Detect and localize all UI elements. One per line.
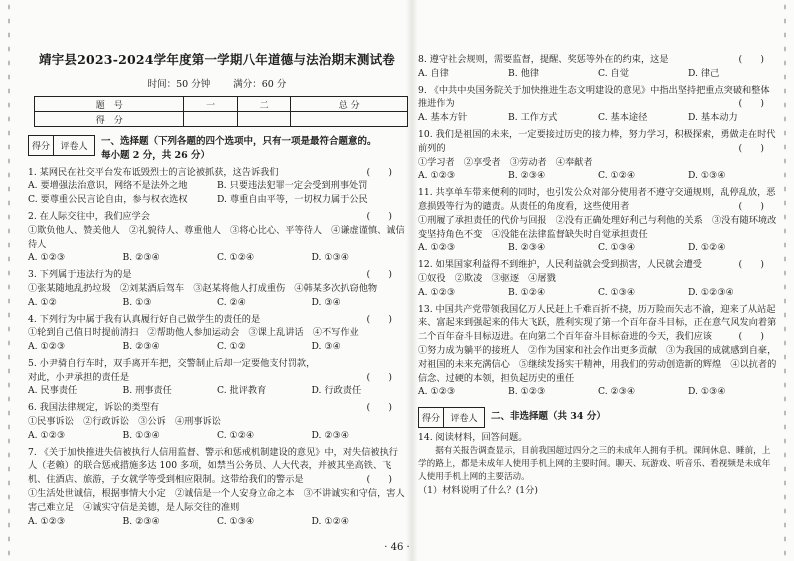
grader-score-label: 得分: [29, 136, 54, 155]
reading-material: 据有关报告调查显示，目前我国超过四分之三的未成年人拥有手机。课间休息、睡前，上学的路上，都是未成年人使用手机上网的主要时间。聊天、玩游戏、听音乐、看视频是未成年人使用手机上网的主要活动。: [418, 445, 771, 482]
option-list: [28, 251, 406, 265]
option-list: [28, 515, 406, 529]
option-item: D. 尊重自由平等，一切权力属于公民: [217, 194, 368, 206]
option-item: D. ②③④: [311, 429, 350, 441]
option-item: A. ①②③: [28, 341, 66, 353]
answer-blank: ( ): [738, 259, 764, 271]
option-item: B. ②③④: [122, 515, 160, 527]
answer-blank: ( ): [738, 54, 764, 65]
page-fold: [406, 0, 418, 561]
option-item: A. ①②: [28, 296, 57, 308]
question-item: [28, 210, 406, 265]
question-stem: 11. 共享单车带来便利的同时，也引发公众对部分使用者不遵守交通规则，乱停乱放，恶意损毁等行为的谴责。从责任的角度看，这些使用者 ( ): [418, 187, 776, 212]
option-item: B. 他律: [508, 67, 539, 79]
question-stem: 9. 《中共中央国务院关于加快推进生态文明建设的意见》中指出坚持把重点突破和整体推进作为 ( ): [418, 84, 770, 110]
exam-time: 时间：50 分钟: [147, 79, 211, 90]
question-statements: ①轮到自己值日时提前清扫 ②帮助他人参加运动会 ③课上乱讲话 ④不写作业: [28, 327, 359, 339]
option-item: C. 批评教育: [217, 385, 267, 397]
question-stem: 12. 如果国家利益得不到维护，人民利益就会受到损害，人民就会遭受 ( ): [418, 259, 764, 271]
section1-title: 一、选择题（下列各题的四个选项中，只有一项是最符合题意的。 每小题 2 分，共 26 分）: [101, 136, 377, 161]
question-stem: 3. 下列属于违法行为的是 ( ): [28, 269, 392, 281]
question-statements: ①学习者 ②享受者 ③劳动者 ④奉献者: [418, 156, 593, 168]
answer-blank: ( ): [738, 142, 764, 154]
question-item: [418, 303, 778, 400]
option-item: C. ①②④: [598, 170, 636, 182]
option-item: C. ①③④: [598, 242, 636, 254]
grader-score-label: 得分: [419, 408, 444, 427]
option-item: B. ①③: [122, 296, 152, 308]
question-stem: 1. 某网民在社交平台发布诋毁烈士的言论被抓获，这告诉我们 ( ): [28, 166, 392, 178]
option-item: D. 行政责任: [311, 385, 362, 397]
option-item: D. ①③④: [311, 252, 350, 264]
option-item: D. 律己: [688, 67, 720, 79]
option-list: [418, 111, 778, 125]
option-item: A. ①②③: [28, 252, 66, 264]
option-item: B. ②③④: [122, 341, 160, 353]
option-item: B. ②③④: [508, 242, 546, 254]
answer-blank: ( ): [738, 200, 764, 212]
binding-dots-left: [6, 0, 12, 561]
score-cell: 题 号: [35, 97, 184, 112]
score-table-header-row: [35, 97, 408, 112]
option-item: C. 自觉: [598, 67, 629, 79]
option-item: D. ①②③④: [688, 286, 734, 298]
question-statements: 对此，小尹承担的责任是 ( ): [28, 371, 392, 383]
answer-blank: ( ): [366, 474, 392, 486]
answer-blank: ( ): [366, 402, 392, 414]
question-stem: 7. 《关于加快推进失信被执行人信用监督、警示和惩戒机制建设的意见》中，对失信被执行人（老赖）的联合惩戒措施多达 100 多项，如禁当公务员、人大代表，并被其坐高铁、飞机、住酒店、旅游，子女就学等受到相应限制。这带给我们的警示是 ( ): [28, 446, 398, 486]
option-item: C. ①②④: [217, 252, 255, 264]
grader-name-label: 评卷人: [450, 414, 478, 425]
score-cell: [237, 112, 290, 127]
sub-question-1: （1）材料说明了什么？(1分): [418, 484, 538, 496]
section2-title: 二、非选择题（共 34 分）: [491, 411, 606, 423]
score-cell: [291, 112, 408, 127]
question-item: [418, 84, 778, 125]
grader-box: [28, 135, 95, 156]
score-cell: [184, 112, 237, 127]
option-item: A. ①②③: [28, 429, 66, 441]
question-item: [28, 166, 406, 207]
question-stem: 6. 我国法律规定，诉讼的类型有 ( ): [28, 402, 392, 414]
section1-header: [28, 135, 406, 163]
left-question-list: [28, 166, 406, 529]
score-cell: 二: [237, 97, 290, 112]
option-item: D. 基本动力: [688, 112, 738, 124]
answer-blank: ( ): [738, 98, 764, 110]
option-item: B. ②③④: [508, 170, 546, 182]
option-item: A. 自律: [418, 67, 449, 79]
option-item: A. ①②③: [418, 170, 456, 182]
option-list: [418, 67, 778, 81]
option-item: C. ②④: [217, 296, 247, 308]
question-statements: ①民事诉讼 ②行政诉讼 ③公诉 ④刑事诉讼: [28, 416, 221, 428]
question-item: [418, 186, 778, 255]
option-list: [418, 385, 778, 399]
option-item: B. 只要违法犯罪一定会受到刑事处罚: [217, 180, 368, 192]
question-item: [28, 401, 406, 442]
question-stem: 2. 在人际交往中，我们应学会 ( ): [28, 210, 392, 222]
question-item: [418, 53, 778, 81]
answer-blank: ( ): [366, 313, 392, 325]
question-stem: 8. 遵守社会规则，需要监督，提醒、奖惩等外在的约束，这是 ( ): [418, 54, 764, 65]
question-statements: ①生活处世诚信，根据事情大小定 ②诚信是一个人安身立命之本 ③不讲诚实和守信，害人害己难立足 ④诚实守信是美德，是人际交往的准则: [28, 488, 405, 513]
score-table: [34, 96, 408, 127]
question-item: [28, 446, 406, 529]
left-column: [28, 46, 406, 528]
option-item: A. 民事责任: [28, 385, 78, 397]
question-item: [28, 357, 406, 398]
grader-name-label: 评卷人: [60, 142, 88, 152]
option-item: B. ①②④: [508, 286, 546, 298]
option-list: [28, 340, 406, 354]
right-column: [418, 50, 778, 497]
option-item: C. ①③④: [217, 515, 255, 527]
option-item: A. ①②③: [28, 515, 66, 527]
option-item: D. ①③④: [688, 170, 726, 182]
option-item: B. ①②③: [508, 386, 546, 398]
option-item: A. ①②③: [418, 242, 456, 254]
option-item: A. 要增强法治意识，网络不是法外之地: [28, 180, 188, 192]
grader-box: [418, 407, 485, 428]
option-list: [28, 179, 406, 207]
exam-title: 靖宇县2023-2024学年度第一学期八年道德与法治期末测试卷: [39, 52, 395, 67]
option-item: C. 基本途径: [598, 112, 648, 124]
option-item: A. ①②③: [418, 286, 456, 298]
question-item: [28, 313, 406, 354]
option-item: C. ②③④: [598, 386, 636, 398]
section2-header: [418, 407, 778, 428]
question-item: [418, 128, 778, 183]
question-statements: ①张某随地乱扔垃圾 ②刘某酒后驾车 ③赵某将他人打成重伤 ④韩某多次扒窃他物: [28, 282, 378, 294]
answer-blank: ( ): [366, 371, 392, 383]
option-list: [28, 429, 406, 443]
question-stem: 4. 下列行为中属于我有认真履行好自己做学生的责任的是 ( ): [28, 313, 392, 325]
question-statements: ①刑履了承担责任的代价与回报 ②没有正确处理好利己与利他的关系 ③没有随环境改变坚持角色不变 ④没能在法律监督缺失时自觉承担责任: [418, 214, 777, 240]
exam-score: 满分：60 分: [233, 79, 287, 90]
option-item: D. ③④: [311, 296, 341, 308]
exam-meta: [28, 76, 406, 90]
score-cell: 一: [184, 97, 237, 112]
option-item: B. 刑事责任: [122, 385, 172, 397]
option-item: D. ①③④: [688, 386, 726, 398]
question-stem: 5. 小尹骑自行车时，双手离开车把，交警制止后却一定要他支付罚款，: [28, 357, 316, 369]
question-statements: ①努力成为躺平的接班人 ②作为国家和社会作出更多贡献 ③为我国的成就感到自豪，对祖国的未来充满信心 ⑤继续发扬实干精神，用我们的劳动创造新的辉煌 ④以抗者的信念、过硬的本领，担负起历史的重任: [418, 344, 777, 384]
score-table-score-row: [35, 112, 408, 127]
score-cell: 得 分: [35, 112, 184, 127]
option-item: D. ①②④: [311, 515, 350, 527]
question-item: [28, 268, 406, 309]
option-item: B. 工作方式: [508, 112, 558, 124]
question-14: [418, 431, 778, 497]
answer-blank: ( ): [366, 210, 392, 222]
question-stem: 14. 阅读材料，回答问题。: [418, 432, 528, 444]
option-item: D. ①②④: [688, 242, 726, 254]
right-question-list: [418, 53, 778, 399]
option-item: D. ③④: [311, 341, 341, 353]
option-list: [28, 296, 406, 310]
answer-blank: ( ): [738, 331, 764, 343]
question-statements: ①欺负他人、赞美他人 ②礼貌待人、尊重他人 ③将心比心、平等待人 ④谦虚谨慎、诚信待人: [28, 224, 405, 250]
option-item: C. ①②: [217, 341, 247, 353]
option-item: A. 基本方针: [418, 112, 468, 124]
page-number: · 46 ·: [384, 542, 410, 553]
option-list: [28, 384, 406, 398]
option-item: C. ①③④: [598, 286, 636, 298]
option-item: C. 要尊重公民言论自由，参与权衣选权: [28, 194, 188, 206]
option-item: C. ①②④: [217, 429, 255, 441]
option-item: B. ②③④: [122, 252, 160, 264]
question-stem: 13. 中国共产党带领我国亿万人民赶上千难百折不挠，历万险而矢志不渝，迎来了从站起来、富起来到强起来的伟大飞跃，胜利实现了第一个百年奋斗目标，正在意气风发向着第二个百年奋斗目标迈进。在向第二个百年奋斗目标奋进的今天，我们应该 ( ): [418, 303, 777, 343]
option-item: A. ①②③: [418, 386, 456, 398]
option-list: [418, 169, 778, 183]
option-list: [418, 286, 778, 300]
question-stem: 10. 我们是祖国的未来，一定要接过历史的接力棒，努力学习，积极探索，勇做走在时代前列的 ( ): [418, 128, 776, 154]
option-item: B. ①③④: [122, 429, 160, 441]
option-list: [418, 241, 778, 255]
answer-blank: ( ): [366, 269, 392, 281]
question-statements: ①奴役 ②欺凌 ③驱逐 ④屠戮: [418, 272, 556, 284]
question-item: [418, 258, 778, 299]
binding-dots-right: [782, 0, 788, 561]
score-cell: 总 分: [291, 97, 408, 112]
answer-blank: ( ): [366, 166, 392, 178]
